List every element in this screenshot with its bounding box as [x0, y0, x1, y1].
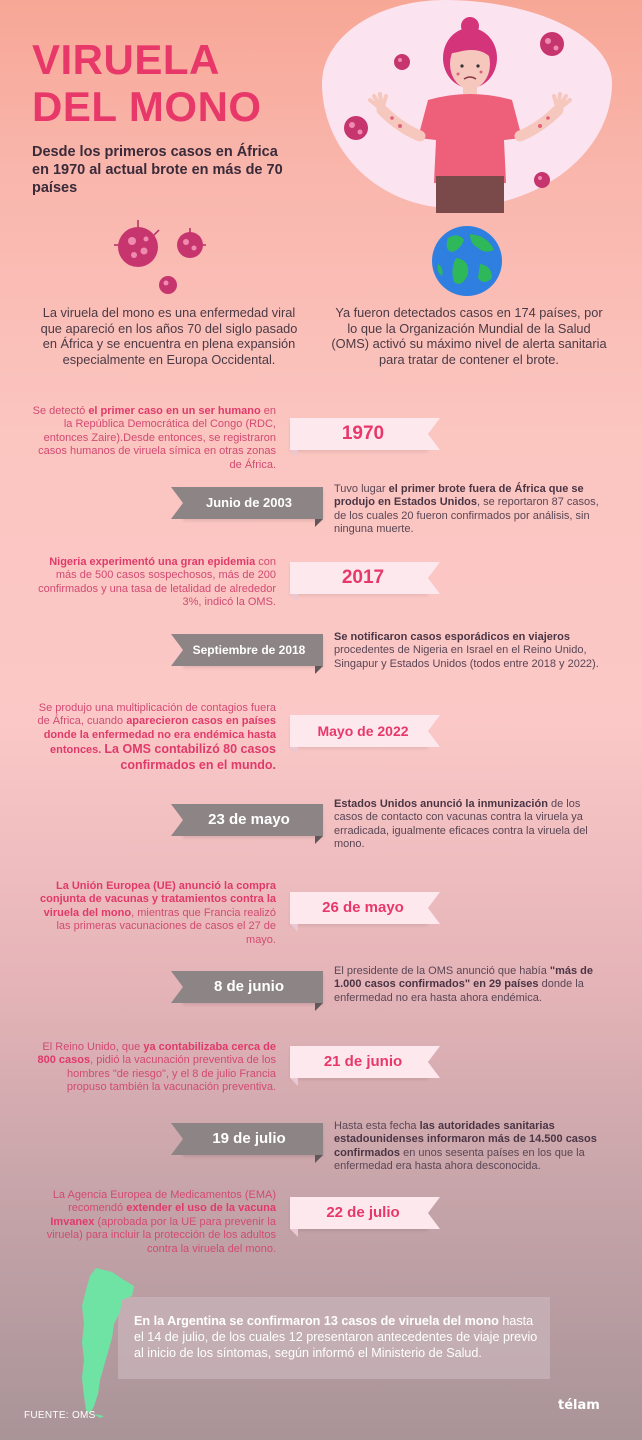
body-text: (aprobada por la UE para prevenir la viruela) para incluir la protección de los adultos contra la viruela del mono. — [46, 1215, 276, 1255]
virus-cluster-icon — [104, 215, 214, 300]
highlight-text: el primer caso en un ser humano — [88, 405, 261, 417]
timeline-date-banner-19-julio — [183, 1123, 323, 1155]
body-text: , pidió la vacunación preventiva de los hombres "de riesgo", y el 8 de julio Francia propuso también la vacunación preventiva. — [66, 1054, 276, 1094]
highlight-text: ya contabilizaba cerca de 800 casos — [37, 1041, 276, 1067]
timeline-date-2017: 2017 — [341, 567, 385, 588]
timeline-date-2003: Junio de 2003 — [206, 495, 292, 510]
timeline-text-1970 — [30, 405, 276, 472]
body-text: Se detectó — [32, 405, 89, 417]
timeline-text-26-mayo — [30, 880, 276, 947]
body-text: El Reino Unido, que — [42, 1041, 144, 1053]
timeline-text-22-julio — [30, 1189, 276, 1256]
body-text: Tuvo lugar — [334, 483, 389, 495]
highlight-text: las autoridades sanitarias estadounidenses informaron más de 14.500 casos confirmados — [334, 1120, 597, 1159]
timeline-date-2018: Septiembre de 2018 — [192, 643, 306, 657]
highlight-text: La OMS contabilizó 80 casos confirmados en el mundo. — [104, 742, 276, 772]
timeline-date-1970: 1970 — [341, 423, 385, 444]
timeline-date-banner-21-junio — [290, 1046, 428, 1078]
highlight-text: La Unión Europea (UE) anunció la compra conjunta de vacunas y tratamientos contra la viruela del mono — [40, 880, 276, 919]
timeline-text-23-mayo — [334, 798, 600, 852]
timeline-date-19-julio: 19 de julio — [212, 1130, 286, 1147]
highlight-text: el primer brote fuera de África que se produjo en Estados Unidos — [334, 483, 584, 509]
timeline-text-8-junio — [334, 965, 600, 1005]
timeline-date-banner-2018 — [183, 634, 323, 666]
timeline-text-2003 — [334, 483, 600, 537]
timeline-date-banner-8-junio — [183, 971, 323, 1003]
intro-left-text: La viruela del mono es una enfermedad viral que apareció en los años 70 del siglo pasado en África y se encuentra en plena expansión especialmente en Europa Occidental. — [40, 305, 298, 367]
body-text: de los casos de contacto con vacunas contra la viruela ya erradicada, igualmente eficaces contra la viruela del mono. — [334, 798, 588, 851]
body-text: con más de 500 casos sospechosos, más de 200 confirmados y una tasa de letalidad de alrededor 3%, indicó la OMS. — [38, 556, 276, 609]
timeline-text-21-junio — [30, 1041, 276, 1095]
argentina-lead: En la Argentina se confirmaron 13 casos de viruela del mono — [134, 1314, 499, 1328]
highlight-text: extender el uso de la vacuna Imvanex — [50, 1202, 276, 1228]
timeline-date-banner-26-mayo — [290, 892, 428, 924]
timeline-date-22-julio: 22 de julio — [326, 1204, 400, 1221]
page-title — [32, 36, 262, 130]
highlight-text: Nigeria experimentó una gran epidemia — [49, 556, 256, 568]
timeline-date-banner-2017 — [290, 562, 428, 594]
body-text: , mientras que Francia realizó las primeras vacunaciones de casos el 27 de mayo. — [56, 906, 276, 946]
body-text: en la República Democrática del Congo (RDC, entonces Zaire).Desde entonces, se registraron casos humanos de viruela símica en otras zonas de África. — [38, 405, 276, 471]
highlight-text: Se notificaron casos esporádicos en viajeros — [334, 631, 570, 643]
highlight-text: aparecieron casos en países donde la enfermedad no era endémica hasta entonces. — [43, 715, 276, 757]
page-subtitle: Desde los primeros casos en África en 1970 al actual brote en más de 70 países — [32, 144, 283, 196]
timeline-date-26-mayo: 26 de mayo — [322, 899, 404, 916]
timeline-text-2017 — [30, 556, 276, 610]
body-text: , se reportaron 87 casos, de los cuales 20 fueron confirmados por análisis, sin ninguna muerte. — [334, 496, 599, 536]
timeline-date-23-mayo: 23 de mayo — [208, 811, 290, 828]
body-text: El presidente de la OMS anunció que había — [334, 965, 550, 977]
argentina-rest: hasta el 14 de julio, de los cuales 12 presentaron antecedentes de viaje previo al inicio de los síntomas, según informó el Ministerio de Salud. — [134, 1314, 538, 1360]
body-text: La Agencia Europea de Medicamentos (EMA) recomendó — [52, 1189, 276, 1215]
body-text: Hasta esta fecha — [334, 1120, 420, 1132]
timeline-date-8-junio: 8 de junio — [213, 978, 284, 995]
body-text: en unos sesenta países en los que la enfermedad era hasta ahora desconocida. — [334, 1146, 585, 1173]
body-text: Se produjo una multiplicación de contagios fuera de África, cuando — [37, 702, 276, 728]
title-line-2: DEL MONO — [32, 83, 262, 130]
timeline-text-mayo-2022 — [30, 702, 276, 773]
timeline-date-banner-23-mayo — [183, 804, 323, 836]
intro-right-text: Ya fueron detectados casos en 174 países, por lo que la Organización Mundial de la Salud (OMS) activó su máximo nivel de alerta sanitaria para tratar de contener el brote. — [331, 305, 607, 367]
timeline-date-21-junio: 21 de junio — [323, 1053, 403, 1070]
timeline-date-banner-mayo-2022 — [290, 715, 428, 747]
body-text: procedentes de Nigeria en Israel en el Reino Unido, Singapur y Estados Unidos (todos entre 2018 y 2022). — [334, 644, 599, 670]
timeline-text-19-julio — [334, 1120, 600, 1174]
title-line-1: VIRUELA — [32, 36, 220, 83]
argentina-info-text — [134, 1313, 546, 1361]
highlight-text: Estados Unidos anunció la inmunización — [334, 798, 548, 810]
globe-icon — [430, 224, 504, 298]
source-credit: FUENTE: OMS — [24, 1410, 96, 1421]
telam-logo: télam — [558, 1398, 600, 1413]
highlight-text: "más de 1.000 casos confirmados" en 29 países — [334, 965, 593, 991]
timeline-text-2018 — [334, 631, 600, 671]
timeline-date-banner-2003 — [183, 487, 323, 519]
body-text: donde la enfermedad no era hasta ahora endémica. — [334, 978, 584, 1004]
timeline-date-banner-22-julio — [290, 1197, 428, 1229]
sick-woman-illustration — [330, 8, 600, 213]
timeline-date-banner-1970 — [290, 418, 428, 450]
timeline-date-mayo-2022: Mayo de 2022 — [317, 723, 409, 739]
